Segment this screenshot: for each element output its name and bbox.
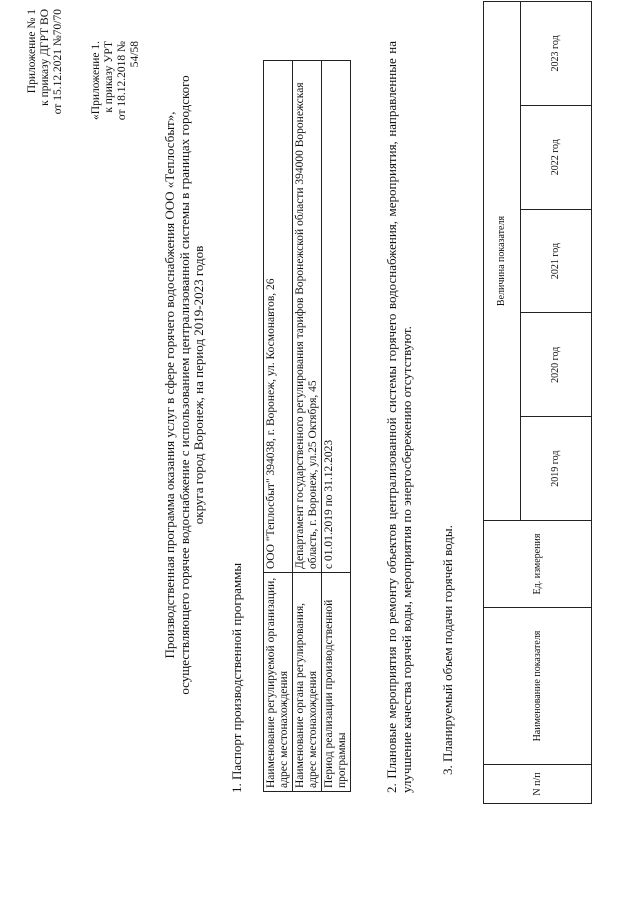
appendix-previous-line: 54/58	[129, 41, 141, 68]
col-value-group-header: Величина показателя	[484, 2, 521, 521]
year-header: 2022 год	[521, 105, 592, 209]
volume-table	[483, 1, 592, 804]
appendix-current-line: Приложение № 1	[26, 9, 38, 94]
table-row	[484, 2, 521, 804]
appendix-previous-line: от 18.12.2018 №	[116, 41, 128, 121]
table-row	[322, 61, 351, 792]
appendix-previous	[90, 41, 142, 161]
section2-text: 2. Плановые мероприятия по ремонту объектов централизованной системы горячего водоснабжения, мероприятия, направленные на улучшение качества горячей воды, мероприятия по энергосбережению отсутствуют.	[384, 41, 414, 793]
appendix-current	[26, 9, 65, 161]
passport-value: с 01.01.2019 по 31.12.2023	[322, 61, 351, 573]
passport-value: Департамент государственного регулирования тарифов Воронежской области 394000 Воронежская область, г. Воронеж, ул.25 Октября, 45	[293, 61, 322, 573]
section1-heading: 1. Паспорт производственной программы	[229, 562, 244, 793]
table-row	[264, 61, 293, 792]
col-name-header: Наименование показателя	[484, 608, 592, 765]
appendix-current-line: от 15.12.2021 №70/70	[52, 9, 64, 115]
title-line: осуществляющего горячее водоснабжение с использованием централизованной системы в границах городского	[176, 75, 192, 695]
section3-heading: 3. Планируемый объем подачи горячей воды.	[440, 525, 455, 775]
appendix-previous-line: к приказу УРТ	[103, 41, 115, 113]
year-header: 2023 год	[521, 2, 592, 106]
year-header: 2020 год	[521, 313, 592, 417]
year-header: 2021 год	[521, 209, 592, 313]
passport-table	[263, 60, 351, 792]
passport-label: Наименование органа регулирования, адрес местонахождения	[293, 573, 322, 792]
table-row	[293, 61, 322, 792]
passport-label: Наименование регулируемой организации, адрес местонахождения	[264, 573, 293, 792]
col-unit-header: Ед. измерения	[484, 521, 592, 608]
col-number-header: N п/п	[484, 765, 592, 804]
title-line: округа город Воронеж, на период 2019-2023 годов	[191, 245, 206, 525]
year-header: 2019 год	[521, 417, 592, 521]
passport-value: ООО "Теплосбыт" 394038, г. Воронеж, ул. Космонавтов, 26	[264, 61, 293, 573]
title-line: Производственная программа оказания услуг в сфере горячего водоснабжения ООО «Теплосбыт»,	[162, 111, 177, 659]
document-title	[163, 15, 207, 755]
appendix-previous-line: «Приложение 1.	[90, 41, 102, 120]
passport-label: Период реализации производственной программы	[322, 573, 351, 792]
appendix-current-line: к приказу ДГРТ ВО	[39, 9, 51, 106]
